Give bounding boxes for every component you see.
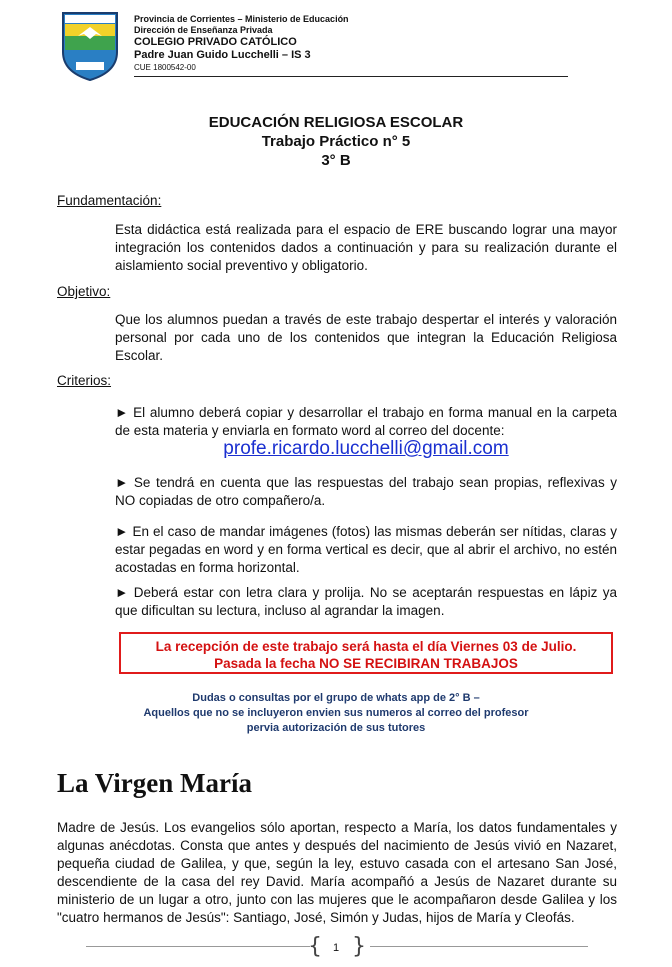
school-name: COLEGIO PRIVADO CATÓLICO: [134, 36, 297, 48]
left-brace-icon: {: [308, 934, 322, 959]
criterio-item: ► Deberá estar con letra clara y prolija. No se aceptarán respuestas en lápiz ya que dificultan su lectura, incluso al agrandar la imagen.: [115, 585, 617, 618]
contact-line: Aquellos que no se incluyeron envien sus numeros al correo del profesor: [143, 707, 529, 719]
ministry-line: Provincia de Corrientes – Ministerio de Educación: [134, 14, 349, 24]
criterio-item: ► En el caso de mandar imágenes (fotos) las mismas deberán ser nítidas, claras y estar pegadas en word y en forma vertical es decir, que al abrir el archivo, no estén acostadas en forma horizontal.: [115, 524, 617, 575]
criterio-item: ► Se tendrá en cuenta que las respuestas del trabajo sean propias, reflexivas y NO copiadas de otro compañero/a.: [115, 475, 617, 508]
fundamentacion-heading: Fundamentación:: [57, 193, 162, 208]
header-divider: [134, 76, 568, 77]
footer-rule-left: [86, 946, 310, 947]
school-patron: Padre Juan Guido Lucchelli – IS 3: [134, 49, 311, 61]
right-brace-icon: }: [352, 934, 366, 959]
page-number: 1: [332, 942, 340, 954]
objetivo-heading: Objetivo:: [57, 284, 111, 299]
contact-note: [0, 691, 672, 736]
subject-title: EDUCACIÓN RELIGIOSA ESCOLAR: [208, 114, 464, 131]
criterios-heading: Criterios:: [57, 373, 112, 388]
section-title: La Virgen María: [57, 768, 252, 798]
letterhead: [58, 10, 568, 80]
school-cue: CUE 1800542-00: [134, 63, 196, 72]
teacher-email-link[interactable]: profe.ricardo.lucchelli@gmail.com: [223, 438, 509, 459]
document-titles: [0, 113, 672, 170]
deadline-line: La recepción de este trabajo será hasta el día Viernes 03 de Julio.: [155, 639, 577, 654]
fundamentacion-text: Esta didáctica está realizada para el espacio de ERE buscando lograr una mayor integración los contenidos dados a continuación y para su realización durante el aislamiento social preventivo y obligatorio.: [115, 222, 617, 273]
footer-rule-right: [370, 946, 588, 947]
deadline-notice: [119, 632, 613, 674]
contact-line: Dudas o consultas por el grupo de whats app de 2° B –: [192, 692, 480, 704]
course-title: 3° B: [321, 152, 351, 169]
contact-line: pervia autorización de sus tutores: [246, 722, 426, 734]
direction-line: Dirección de Enseñanza Privada: [134, 25, 273, 35]
practical-title: Trabajo Práctico n° 5: [261, 133, 411, 150]
criterio-item: ► El alumno deberá copiar y desarrollar el trabajo en forma manual en la carpeta de esta materia y enviarla en formato word al correo del docente:: [115, 405, 617, 438]
objetivo-text: Que los alumnos puedan a través de este trabajo despertar el interés y valoración personal por cada uno de los contenidos que integran la Educación Religiosa Escolar.: [115, 312, 617, 363]
school-crest-icon: [60, 10, 120, 82]
deadline-warning: Pasada la fecha NO SE RECIBIRAN TRABAJOS: [214, 656, 518, 671]
section-text: Madre de Jesús. Los evangelios sólo aportan, respecto a María, los datos fundamentales y algunas anécdotas. Consta que antes y después del nacimiento de Jesús vivió en Nazaret, pequeña ciudad de Galilea, y que, según la ley, estuvo casada con el artesano San José, descendiente de la casa del rey David. María acompañó a Jesús de Nazaret durante su ministerio de un lugar a otro, junto con las mujeres que le acompañaron desde Galilea y los "cuatro hermanos de Jesús": Santiago, José, Simón y Judas, hijos de María y Cleofás.: [57, 820, 617, 925]
